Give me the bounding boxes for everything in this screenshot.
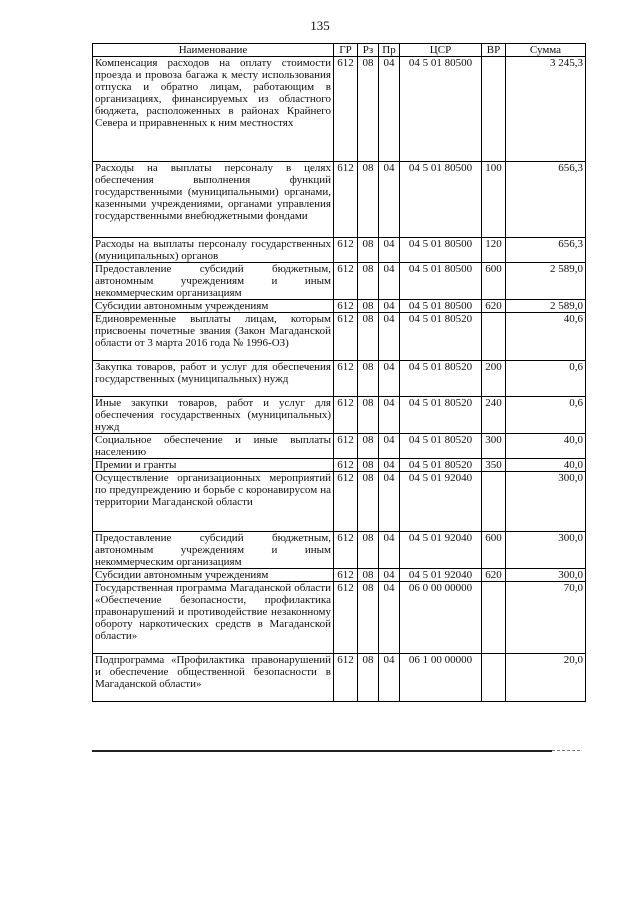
header-sum: Сумма xyxy=(506,44,586,57)
table-row xyxy=(93,434,586,459)
row-sum-cell: 20,0 xyxy=(506,654,586,702)
row-name-cell: Расходы на выплаты персоналу государственных (муниципальных) органов xyxy=(93,238,334,263)
row-name-cell: Расходы на выплаты персоналу в целях обеспечения выполнения функций государственными (муниципальными) органами, казенными учреждениями, органами управления государственными внебюджетными фондами xyxy=(93,162,334,238)
row-vr-cell xyxy=(482,472,506,532)
row-rz-cell: 08 xyxy=(358,397,379,434)
row-gr-cell: 612 xyxy=(334,300,358,313)
row-vr-cell: 600 xyxy=(482,263,506,300)
table-row xyxy=(93,300,586,313)
row-gr-cell: 612 xyxy=(334,532,358,569)
row-sum-cell: 2 589,0 xyxy=(506,300,586,313)
row-rz-cell: 08 xyxy=(358,361,379,397)
row-sum-cell: 0,6 xyxy=(506,397,586,434)
row-csr-cell: 04 5 01 80500 xyxy=(400,162,482,238)
row-vr-cell xyxy=(482,57,506,162)
row-gr-cell: 612 xyxy=(334,472,358,532)
row-sum-cell: 40,0 xyxy=(506,459,586,472)
table-row xyxy=(93,582,586,654)
row-gr-cell: 612 xyxy=(334,569,358,582)
row-gr-cell: 612 xyxy=(334,582,358,654)
table-row xyxy=(93,313,586,361)
row-pr-cell: 04 xyxy=(379,263,400,300)
row-rz-cell: 08 xyxy=(358,472,379,532)
row-vr-cell: 600 xyxy=(482,532,506,569)
row-csr-cell: 04 5 01 80500 xyxy=(400,300,482,313)
row-gr-cell: 612 xyxy=(334,263,358,300)
row-rz-cell: 08 xyxy=(358,459,379,472)
row-name-cell: Предоставление субсидий бюджетным, автономным учреждениям и иным некоммерческим организациям xyxy=(93,532,334,569)
row-pr-cell: 04 xyxy=(379,238,400,263)
row-pr-cell: 04 xyxy=(379,57,400,162)
page-number: 135 xyxy=(310,18,330,33)
row-gr-cell: 612 xyxy=(334,654,358,702)
row-pr-cell: 04 xyxy=(379,582,400,654)
row-rz-cell: 08 xyxy=(358,569,379,582)
table-row xyxy=(93,532,586,569)
table-row xyxy=(93,263,586,300)
row-gr-cell: 612 xyxy=(334,397,358,434)
row-name-cell: Субсидии автономным учреждениям xyxy=(93,569,334,582)
row-csr-cell: 04 5 01 80520 xyxy=(400,397,482,434)
table-row xyxy=(93,162,586,238)
row-pr-cell: 04 xyxy=(379,162,400,238)
row-name-cell: Социальное обеспечение и иные выплаты населению xyxy=(93,434,334,459)
row-rz-cell: 08 xyxy=(358,313,379,361)
header-rz: Рз xyxy=(358,44,379,57)
row-csr-cell: 04 5 01 80520 xyxy=(400,434,482,459)
footer-rule xyxy=(92,750,552,752)
row-gr-cell: 612 xyxy=(334,313,358,361)
row-pr-cell: 04 xyxy=(379,361,400,397)
row-name-cell: Компенсация расходов на оплату стоимости проезда и провоза багажа к месту использования отпуска и обратно лицам, работающим в организациях, финансируемых из областного бюджета, расположенных в районах Крайнего Севера и приравненных к ним местностях xyxy=(93,57,334,162)
row-rz-cell: 08 xyxy=(358,162,379,238)
row-vr-cell: 350 xyxy=(482,459,506,472)
row-gr-cell: 612 xyxy=(334,434,358,459)
row-csr-cell: 04 5 01 80500 xyxy=(400,263,482,300)
row-vr-cell: 620 xyxy=(482,300,506,313)
row-pr-cell: 04 xyxy=(379,313,400,361)
row-csr-cell: 04 5 01 92040 xyxy=(400,532,482,569)
row-pr-cell: 04 xyxy=(379,434,400,459)
row-vr-cell xyxy=(482,313,506,361)
table-row xyxy=(93,361,586,397)
row-csr-cell: 04 5 01 80520 xyxy=(400,313,482,361)
row-sum-cell: 0,6 xyxy=(506,361,586,397)
row-sum-cell: 300,0 xyxy=(506,569,586,582)
header-pr: Пр xyxy=(379,44,400,57)
row-vr-cell xyxy=(482,654,506,702)
row-name-cell: Субсидии автономным учреждениям xyxy=(93,300,334,313)
row-rz-cell: 08 xyxy=(358,582,379,654)
table-header-row xyxy=(93,44,586,57)
row-sum-cell: 40,0 xyxy=(506,434,586,459)
row-gr-cell: 612 xyxy=(334,459,358,472)
row-csr-cell: 06 1 00 00000 xyxy=(400,654,482,702)
table-row xyxy=(93,397,586,434)
row-name-cell: Премии и гранты xyxy=(93,459,334,472)
row-rz-cell: 08 xyxy=(358,532,379,569)
row-gr-cell: 612 xyxy=(334,57,358,162)
row-vr-cell: 120 xyxy=(482,238,506,263)
row-vr-cell: 620 xyxy=(482,569,506,582)
row-gr-cell: 612 xyxy=(334,238,358,263)
row-rz-cell: 08 xyxy=(358,434,379,459)
row-csr-cell: 04 5 01 80520 xyxy=(400,459,482,472)
row-pr-cell: 04 xyxy=(379,472,400,532)
header-gr: ГР xyxy=(334,44,358,57)
row-pr-cell: 04 xyxy=(379,300,400,313)
row-vr-cell: 300 xyxy=(482,434,506,459)
row-rz-cell: 08 xyxy=(358,263,379,300)
row-vr-cell xyxy=(482,582,506,654)
row-name-cell: Иные закупки товаров, работ и услуг для обеспечения государственных (муниципальных) нужд xyxy=(93,397,334,434)
row-sum-cell: 656,3 xyxy=(506,238,586,263)
budget-table xyxy=(92,43,586,702)
row-rz-cell: 08 xyxy=(358,57,379,162)
row-sum-cell: 656,3 xyxy=(506,162,586,238)
row-csr-cell: 04 5 01 92040 xyxy=(400,472,482,532)
table-row xyxy=(93,238,586,263)
row-rz-cell: 08 xyxy=(358,300,379,313)
row-pr-cell: 04 xyxy=(379,569,400,582)
row-vr-cell: 240 xyxy=(482,397,506,434)
row-gr-cell: 612 xyxy=(334,361,358,397)
row-pr-cell: 04 xyxy=(379,397,400,434)
row-rz-cell: 08 xyxy=(358,654,379,702)
row-name-cell: Предоставление субсидий бюджетным, автономным учреждениям и иным некоммерческим организациям xyxy=(93,263,334,300)
row-name-cell: Государственная программа Магаданской области «Обеспечение безопасности, профилактика правонарушений и противодействие незаконному обороту наркотических средств в Магаданской области» xyxy=(93,582,334,654)
row-sum-cell: 3 245,3 xyxy=(506,57,586,162)
row-pr-cell: 04 xyxy=(379,532,400,569)
row-csr-cell: 04 5 01 92040 xyxy=(400,569,482,582)
row-name-cell: Закупка товаров, работ и услуг для обеспечения государственных (муниципальных) нужд xyxy=(93,361,334,397)
row-vr-cell: 200 xyxy=(482,361,506,397)
row-csr-cell: 04 5 01 80500 xyxy=(400,238,482,263)
row-name-cell: Единовременные выплаты лицам, которым присвоены почетные звания (Закон Магаданской области от 3 марта 2016 года № 1996-ОЗ) xyxy=(93,313,334,361)
table-row xyxy=(93,569,586,582)
row-csr-cell: 06 0 00 00000 xyxy=(400,582,482,654)
header-csr: ЦСР xyxy=(400,44,482,57)
row-sum-cell: 2 589,0 xyxy=(506,263,586,300)
row-sum-cell: 300,0 xyxy=(506,472,586,532)
table-body xyxy=(93,57,586,702)
row-name-cell: Осуществление организационных мероприятий по предупреждению и борьбе с коронавирусом на территории Магаданской области xyxy=(93,472,334,532)
row-pr-cell: 04 xyxy=(379,459,400,472)
header-vr: ВР xyxy=(482,44,506,57)
row-gr-cell: 612 xyxy=(334,162,358,238)
row-name-cell: Подпрограмма «Профилактика правонарушений и обеспечение общественной безопасности в Магаданской области» xyxy=(93,654,334,702)
row-sum-cell: 40,6 xyxy=(506,313,586,361)
row-rz-cell: 08 xyxy=(358,238,379,263)
header-name: Наименование xyxy=(93,44,334,57)
table-row xyxy=(93,57,586,162)
footer-rule-dashed xyxy=(552,750,580,751)
row-pr-cell: 04 xyxy=(379,654,400,702)
row-sum-cell: 300,0 xyxy=(506,532,586,569)
table-row xyxy=(93,472,586,532)
row-csr-cell: 04 5 01 80520 xyxy=(400,361,482,397)
table-row xyxy=(93,654,586,702)
table-row xyxy=(93,459,586,472)
row-sum-cell: 70,0 xyxy=(506,582,586,654)
row-csr-cell: 04 5 01 80500 xyxy=(400,57,482,162)
row-vr-cell: 100 xyxy=(482,162,506,238)
